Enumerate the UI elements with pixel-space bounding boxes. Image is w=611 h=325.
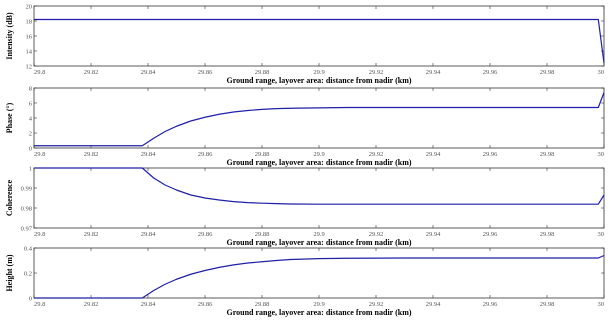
chart-panel-3 <box>5 165 604 247</box>
x-tick-label: 29.98 <box>539 151 555 158</box>
x-tick-label: 29.92 <box>368 231 384 238</box>
y-tick-label: 2 <box>28 130 32 138</box>
plot-frame <box>34 168 604 228</box>
x-tick-label: 29.9 <box>313 231 325 238</box>
y-axis-label: Height (m) <box>5 254 14 292</box>
x-tick-label: 29.96 <box>482 231 498 238</box>
x-tick-label: 29.84 <box>140 301 156 308</box>
x-tick-label: 29.96 <box>482 301 498 308</box>
x-axis-label: Ground range, layover area: distance from nadir (km) <box>226 238 412 247</box>
x-tick-label: 29.8 <box>34 231 46 238</box>
x-tick-label: 29.88 <box>254 231 270 238</box>
x-tick-label: 29.86 <box>197 231 213 238</box>
x-tick-label: 29.84 <box>140 151 156 158</box>
x-tick-label: 29.94 <box>425 231 441 238</box>
y-tick-label: 12 <box>25 63 32 71</box>
x-tick-label: 29.88 <box>254 69 270 76</box>
x-tick-label: 30 <box>597 69 604 76</box>
y-tick-label: 20 <box>25 3 32 11</box>
x-tick-label: 30 <box>597 231 604 238</box>
x-tick-label: 29.92 <box>368 69 384 76</box>
y-tick-label: 6 <box>28 100 32 108</box>
x-tick-label: 29.92 <box>368 301 384 308</box>
x-tick-label: 29.86 <box>197 69 213 76</box>
y-tick-label: 0.97 <box>20 225 32 233</box>
x-tick-label: 29.94 <box>425 301 441 308</box>
y-tick-label: 4 <box>28 115 32 123</box>
x-tick-label: 29.98 <box>539 69 555 76</box>
x-tick-label: 29.82 <box>83 151 99 158</box>
y-tick-label: 0 <box>28 295 32 303</box>
y-tick-label: 16 <box>25 33 32 41</box>
y-tick-label: 0.4 <box>23 245 32 253</box>
x-tick-label: 29.84 <box>140 231 156 238</box>
plot-frame <box>34 248 604 298</box>
x-tick-label: 29.9 <box>313 69 325 76</box>
x-tick-label: 29.82 <box>83 231 99 238</box>
x-tick-label: 29.82 <box>83 301 99 308</box>
y-axis-label: Coherence <box>5 179 14 217</box>
x-tick-label: 29.94 <box>425 151 441 158</box>
x-axis-label: Ground range, layover area: distance from nadir (km) <box>226 158 412 167</box>
x-tick-label: 29.94 <box>425 69 441 76</box>
chart-panel-2 <box>5 85 604 167</box>
plot-frame <box>34 88 604 148</box>
y-tick-label: 8 <box>28 85 32 93</box>
x-tick-label: 29.88 <box>254 301 270 308</box>
y-tick-label: 0.2 <box>23 270 32 278</box>
x-tick-label: 29.92 <box>368 151 384 158</box>
y-tick-label: 18 <box>25 18 32 26</box>
x-tick-label: 29.8 <box>34 151 46 158</box>
x-tick-label: 29.98 <box>539 231 555 238</box>
x-tick-label: 29.96 <box>482 151 498 158</box>
chart-panel-1 <box>5 3 604 85</box>
x-tick-label: 29.84 <box>140 69 156 76</box>
y-tick-label: 0.99 <box>20 185 32 193</box>
x-tick-label: 29.96 <box>482 69 498 76</box>
plot-frame <box>34 6 604 66</box>
x-tick-label: 29.8 <box>34 69 46 76</box>
x-tick-label: 29.9 <box>313 301 325 308</box>
x-tick-label: 29.86 <box>197 151 213 158</box>
x-axis-label: Ground range, layover area: distance from nadir (km) <box>226 308 412 317</box>
x-tick-label: 30 <box>597 151 604 158</box>
y-axis-label: Phase (°) <box>5 102 14 134</box>
x-tick-label: 29.98 <box>539 301 555 308</box>
x-tick-label: 29.8 <box>34 301 46 308</box>
y-axis-label: Intensity (dB) <box>5 12 14 60</box>
x-tick-label: 29.86 <box>197 301 213 308</box>
y-tick-label: 0.98 <box>20 205 32 213</box>
y-tick-label: 0 <box>28 145 32 153</box>
x-tick-label: 29.9 <box>313 151 325 158</box>
x-tick-label: 29.88 <box>254 151 270 158</box>
chart-panel-4 <box>5 245 604 317</box>
y-tick-label: 14 <box>25 48 32 56</box>
x-axis-label: Ground range, layover area: distance from nadir (km) <box>226 76 412 85</box>
y-tick-label: 1 <box>28 165 32 173</box>
x-tick-label: 30 <box>597 301 604 308</box>
x-tick-label: 29.82 <box>83 69 99 76</box>
